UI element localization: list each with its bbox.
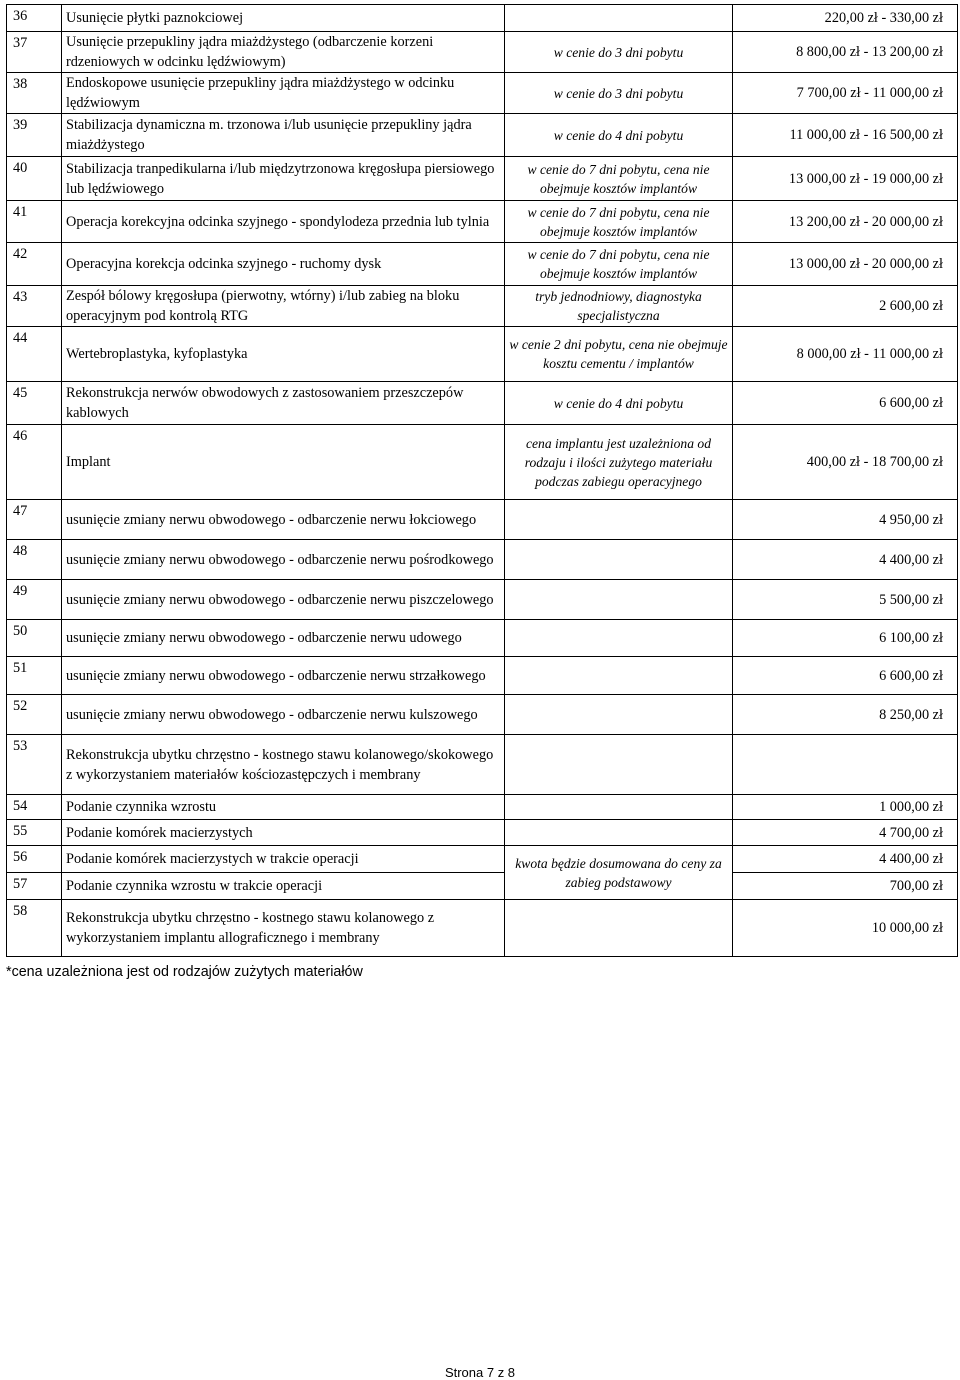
page-number: Strona 7 z 8	[444, 1365, 516, 1380]
procedure-name: Endoskopowe usunięcie przepukliny jądra miażdżystego w odcinku lędźwiowym	[62, 73, 505, 114]
procedure-note: w cenie do 3 dni pobytu	[505, 73, 733, 114]
procedure-price: 4 400,00 zł	[733, 540, 958, 580]
procedure-note: w cenie do 3 dni pobytu	[505, 32, 733, 73]
table-row	[7, 32, 958, 73]
procedure-name: Operacja korekcyjna odcinka szyjnego - spondylodeza przednia lub tylnia	[62, 201, 505, 243]
row-number: 57	[7, 873, 62, 900]
footnote: *cena uzależniona jest od rodzajów zużytych materiałów	[6, 964, 363, 980]
table-row	[7, 425, 958, 500]
procedure-price: 6 600,00 zł	[733, 382, 958, 425]
table-row	[7, 846, 958, 873]
row-number: 56	[7, 846, 62, 873]
procedure-name: Podanie komórek macierzystych w trakcie operacji	[62, 846, 505, 873]
procedure-price: 13 200,00 zł - 20 000,00 zł	[733, 201, 958, 243]
procedure-price: 4 400,00 zł	[733, 846, 958, 873]
row-number: 51	[7, 657, 62, 695]
procedure-note: w cenie do 4 dni pobytu	[505, 114, 733, 157]
table-row	[7, 286, 958, 327]
row-number: 39	[7, 114, 62, 157]
procedure-note: w cenie do 4 dni pobytu	[505, 382, 733, 425]
row-number: 47	[7, 500, 62, 540]
procedure-note: cena implantu jest uzależniona od rodzaju i ilości zużytego materiału podczas zabiegu operacyjnego	[505, 425, 733, 500]
table-row	[7, 114, 958, 157]
procedure-name: Podanie komórek macierzystych	[62, 820, 505, 846]
procedure-name: usunięcie zmiany nerwu obwodowego - odbarczenie nerwu piszczelowego	[62, 580, 505, 620]
procedure-note	[505, 500, 733, 540]
table-row	[7, 795, 958, 820]
procedure-name: Implant	[62, 425, 505, 500]
procedure-name: Podanie czynnika wzrostu	[62, 795, 505, 820]
table-row	[7, 382, 958, 425]
row-number: 41	[7, 201, 62, 243]
procedure-name: Zespół bólowy kręgosłupa (pierwotny, wtórny) i/lub zabieg na bloku operacyjnym pod kontrolą RTG	[62, 286, 505, 327]
row-number: 45	[7, 382, 62, 425]
procedure-note	[505, 735, 733, 795]
row-number: 44	[7, 327, 62, 382]
table-row	[7, 73, 958, 114]
procedure-note: w cenie do 7 dni pobytu, cena nie obejmuje kosztów implantów	[505, 243, 733, 286]
procedure-note	[505, 900, 733, 957]
table-row	[7, 900, 958, 957]
table-row	[7, 5, 958, 32]
procedure-note: w cenie do 7 dni pobytu, cena nie obejmuje kosztów implantów	[505, 201, 733, 243]
table-row	[7, 620, 958, 657]
row-number: 40	[7, 157, 62, 201]
procedure-price: 4 950,00 zł	[733, 500, 958, 540]
procedure-price	[733, 735, 958, 795]
procedure-price: 8 800,00 zł - 13 200,00 zł	[733, 32, 958, 73]
row-number: 36	[7, 5, 62, 32]
procedure-price: 8 000,00 zł - 11 000,00 zł	[733, 327, 958, 382]
procedure-note	[505, 5, 733, 32]
row-number: 52	[7, 695, 62, 735]
procedure-note	[505, 795, 733, 820]
row-number: 43	[7, 286, 62, 327]
table-row	[7, 327, 958, 382]
row-number: 54	[7, 795, 62, 820]
table-row	[7, 695, 958, 735]
table-row	[7, 157, 958, 201]
row-number: 55	[7, 820, 62, 846]
procedure-note: kwota będzie dosumowana do ceny za zabieg podstawowy	[505, 846, 733, 900]
row-number: 38	[7, 73, 62, 114]
procedure-name: Rekonstrukcja ubytku chrzęstno - kostnego stawu kolanowego z wykorzystaniem implantu allograficznego i membrany	[62, 900, 505, 957]
table-row	[7, 820, 958, 846]
row-number: 46	[7, 425, 62, 500]
procedure-price: 400,00 zł - 18 700,00 zł	[733, 425, 958, 500]
procedure-name: Usunięcie przepukliny jądra miażdżystego (odbarczenie korzeni rdzeniowych w odcinku lędźwiowym)	[62, 32, 505, 73]
procedure-note	[505, 540, 733, 580]
row-number: 53	[7, 735, 62, 795]
table-row	[7, 580, 958, 620]
row-number: 42	[7, 243, 62, 286]
procedure-note: tryb jednodniowy, diagnostyka specjalistyczna	[505, 286, 733, 327]
row-number: 48	[7, 540, 62, 580]
procedure-note	[505, 580, 733, 620]
procedure-name: Podanie czynnika wzrostu w trakcie operacji	[62, 873, 505, 900]
procedure-name: usunięcie zmiany nerwu obwodowego - odbarczenie nerwu łokciowego	[62, 500, 505, 540]
procedure-name: Stabilizacja dynamiczna m. trzonowa i/lub usunięcie przepukliny jądra miażdżystego	[62, 114, 505, 157]
row-number: 50	[7, 620, 62, 657]
procedure-price: 7 700,00 zł - 11 000,00 zł	[733, 73, 958, 114]
procedure-name: usunięcie zmiany nerwu obwodowego - odbarczenie nerwu strzałkowego	[62, 657, 505, 695]
procedure-price: 2 600,00 zł	[733, 286, 958, 327]
price-table	[6, 4, 958, 957]
procedure-price: 10 000,00 zł	[733, 900, 958, 957]
row-number: 49	[7, 580, 62, 620]
procedure-note	[505, 657, 733, 695]
procedure-price: 6 600,00 zł	[733, 657, 958, 695]
procedure-price: 700,00 zł	[733, 873, 958, 900]
procedure-price: 8 250,00 zł	[733, 695, 958, 735]
procedure-name: Wertebroplastyka, kyfoplastyka	[62, 327, 505, 382]
table-row	[7, 873, 958, 900]
procedure-name: usunięcie zmiany nerwu obwodowego - odbarczenie nerwu kulszowego	[62, 695, 505, 735]
procedure-price: 5 500,00 zł	[733, 580, 958, 620]
table-row	[7, 243, 958, 286]
procedure-name: Operacyjna korekcja odcinka szyjnego - ruchomy dysk	[62, 243, 505, 286]
procedure-name: usunięcie zmiany nerwu obwodowego - odbarczenie nerwu udowego	[62, 620, 505, 657]
procedure-name: Usunięcie płytki paznokciowej	[62, 5, 505, 32]
procedure-price: 1 000,00 zł	[733, 795, 958, 820]
procedure-name: Rekonstrukcja nerwów obwodowych z zastosowaniem przeszczepów kablowych	[62, 382, 505, 425]
row-number: 37	[7, 32, 62, 73]
procedure-name: Stabilizacja tranpedikularna i/lub międzytrzonowa kręgosłupa piersiowego lub lędźwiowego	[62, 157, 505, 201]
procedure-price: 6 100,00 zł	[733, 620, 958, 657]
procedure-price: 13 000,00 zł - 20 000,00 zł	[733, 243, 958, 286]
table-row	[7, 201, 958, 243]
procedure-note: w cenie do 7 dni pobytu, cena nie obejmuje kosztów implantów	[505, 157, 733, 201]
table-row	[7, 500, 958, 540]
procedure-note	[505, 820, 733, 846]
procedure-price: 220,00 zł - 330,00 zł	[733, 5, 958, 32]
table-row	[7, 540, 958, 580]
procedure-name: usunięcie zmiany nerwu obwodowego - odbarczenie nerwu pośrodkowego	[62, 540, 505, 580]
row-number: 58	[7, 900, 62, 957]
procedure-price: 4 700,00 zł	[733, 820, 958, 846]
table-row	[7, 657, 958, 695]
procedure-price: 13 000,00 zł - 19 000,00 zł	[733, 157, 958, 201]
procedure-note	[505, 695, 733, 735]
procedure-note	[505, 620, 733, 657]
procedure-price: 11 000,00 zł - 16 500,00 zł	[733, 114, 958, 157]
table-row	[7, 735, 958, 795]
procedure-name: Rekonstrukcja ubytku chrzęstno - kostnego stawu kolanowego/skokowego z wykorzystaniem materiałów kościozastępczych i membrany	[62, 735, 505, 795]
procedure-note: w cenie 2 dni pobytu, cena nie obejmuje kosztu cementu / implantów	[505, 327, 733, 382]
